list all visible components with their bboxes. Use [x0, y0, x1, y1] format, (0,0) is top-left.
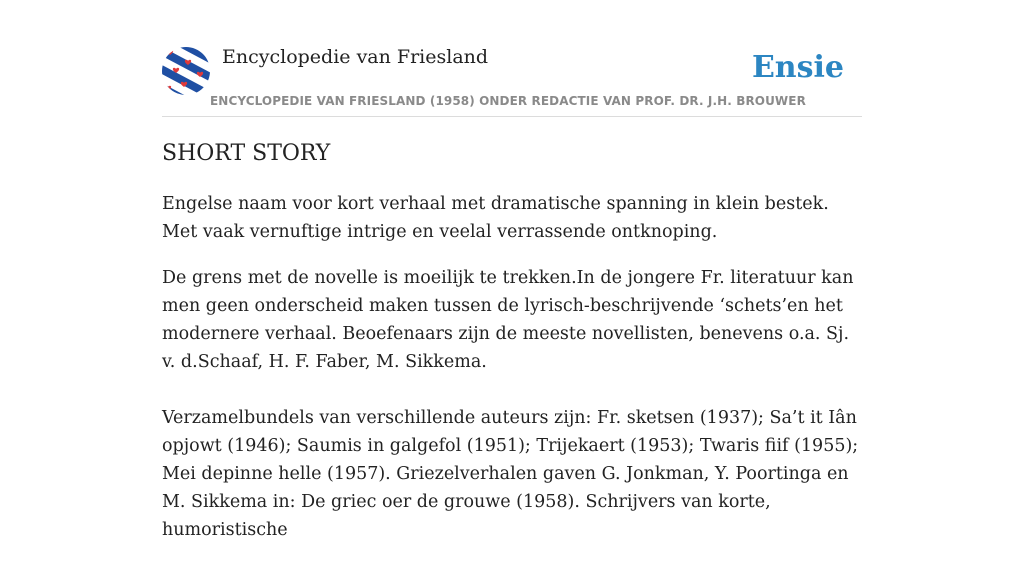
- article-paragraph: Verzamelbundels van verschillende auteurs zijn: Fr. sketsen (1937); Sa’t it Iân opjowt (1946); Saumis in galgefol (1951); Trijekaert (1953); Twaris fiif (1955); Mei depinne helle (1957). Griezelverhalen gaven G. Jonkman, Y. Poortinga en M. Sikkema in: De griec oer de grouwe (1958). Schrijvers van korte, humoristische: [162, 408, 859, 540]
- site-title[interactable]: Encyclopedie van Friesland: [222, 46, 489, 68]
- article-paragraph: Engelse naam voor kort verhaal met dramatische spanning in klein bestek. Met vaak vernuftige intrige en veelal verrassende ontknoping.: [162, 194, 829, 242]
- entry-title: SHORT STORY: [162, 141, 331, 166]
- site-header: [162, 44, 862, 117]
- article-content: [162, 138, 862, 562]
- paragraph-spacer: [162, 394, 862, 404]
- ensie-brand-link[interactable]: Ensie: [751, 50, 844, 85]
- frisian-flag-logo-icon[interactable]: [162, 47, 210, 95]
- article-paragraph: De grens met de novelle is moeilijk te trekken.In de jongere Fr. literatuur kan men geen onderscheid maken tussen de lyrisch-beschrijvende ‘schets’en het modernere verhaal. Beoefenaars zijn de meeste novellisten, benevens o.a. Sj. v. d.Schaaf, H. F. Faber, M. Sikkema.: [162, 268, 854, 372]
- encyclopedia-subtitle: ENCYCLOPEDIE VAN FRIESLAND (1958) ONDER REDACTIE VAN PROF. DR. J.H. BROUWER: [210, 94, 806, 108]
